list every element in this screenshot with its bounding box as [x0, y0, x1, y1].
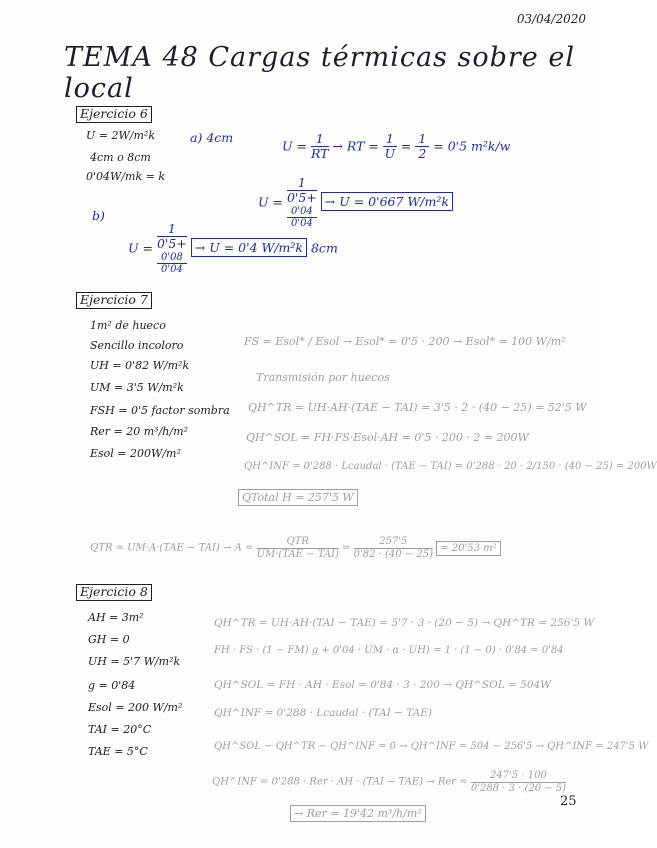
ej8-given: UH = 5'7 W/m²k — [88, 655, 181, 668]
ej7-eq-qsol: QH^SOL = FH·FS·Esol·AH = 0'5 · 200 · 2 = 200W — [246, 431, 529, 444]
ej8-eq-tr: QH^TR = UH·AH·(TAI − TAE) = 5'7 · 3 · (20 − 5) → QH^TR = 256'5 W — [214, 617, 595, 629]
ej7-eq-fs: FS = Esol* / Esol → Esol* = 0'5 · 200 → Esol* = 100 W/m² — [244, 335, 566, 348]
ej8-eq-sol: QH^SOL = FH · AH · Esol = 0'84 · 3 · 200 → QH^SOL = 504W — [214, 679, 552, 691]
ej7-given: UM = 3'5 W/m²k — [90, 381, 184, 394]
ej8-eq-fh: FH · FS · (1 − FM) g + 0'04 · UM · α · UH) = 1 · (1 − 0) · 0'84 = 0'84 — [214, 645, 564, 656]
ej8-given: Esol = 200 W/m² — [88, 701, 183, 714]
ej7-given: FSH = 0'5 factor sombra — [90, 404, 230, 417]
ej8-eq-inf: QH^INF = 0'288 · Lcaudal · (TAI − TAE) — [214, 707, 433, 719]
ej8-given: AH = 3m² — [88, 611, 144, 624]
ej7-given: Sencillo incoloro — [90, 339, 184, 352]
ej7-given: Rer = 20 m³/h/m² — [90, 425, 188, 438]
ej7-given: 1m² de hueco — [90, 319, 166, 332]
ej6-given: 4cm o 8cm — [90, 151, 151, 164]
ej7-header: Ejercicio 7 — [76, 292, 152, 309]
ej8-given: GH = 0 — [88, 633, 130, 646]
ej6-eq3: U = 1 0'5+ 0'08 0'04 → U = 0'4 W/m²k 8cm — [128, 221, 338, 276]
ej8-eq-ren: QH^INF = 0'288 · Rer · AH · (TAI − TAE) → Rer = $\frac{247'5 \cdot 100}{0'288 \cdot 3 \cdot (20 - 5)}$ — [212, 770, 567, 794]
ej8-given: TAE = 5°C — [88, 745, 148, 758]
page-date: 03/04/2020 — [516, 12, 586, 26]
ej8-given: TAI = 20°C — [88, 723, 152, 736]
ej7-eq-area: QTR = UM·A·(TAE − TAI) → A = $\frac{\text{QTR}}{\text{UM·(TAE − TAI)}}$ = $\frac{257'5}{0'82 \cdot (40 - 25)}$ = 20'53 m² — [90, 536, 501, 560]
ej8-eq-bal: QH^SOL − QH^TR − QH^INF = 0 → QH^INF = 504 − 256'5 → QH^INF = 247'5 W — [214, 741, 649, 752]
ej7-eq-trans: Transmisión por huecos — [256, 371, 390, 384]
ej6-a-label: a) 4cm — [190, 130, 234, 145]
ej7-given: Esol = 200W/m² — [90, 447, 181, 460]
ej6-eq1: U = $\frac{1}{RT}$ → RT = $\frac{1}{U}$ = $\frac{1}{2}$ = 0'5 m²k/w — [282, 131, 511, 162]
ej7-eq-qh: QH^TR = UH·AH·(TAE − TAI) = 3'5 · 2 · (40 − 25) = 52'5 W — [248, 401, 587, 414]
ej7-eq-total: QTotal H = 257'5 W — [238, 492, 358, 503]
ej8-given: g = 0'84 — [88, 679, 136, 692]
ej8-header: Ejercicio 8 — [76, 584, 152, 601]
ej8-eq-ren-result: → Rer = 19'42 m³/h/m² — [290, 808, 426, 819]
page-number: 25 — [560, 794, 577, 809]
ej6-given: U = 2W/m²k — [86, 129, 155, 142]
ej7-given: UH = 0'82 W/m²k — [90, 359, 190, 372]
ej6-eq2: U = 1 0'5+ 0'04 0'04 → U = 0'667 W/m²k — [258, 176, 453, 230]
ej7-eq-qinf: QH^INF = 0'288 · Lcaudal · (TAE − TAI) = 0'288 · 20 · 2/150 · (40 − 25) = 200W — [244, 461, 657, 472]
ej6-header: Ejercicio 6 — [76, 106, 152, 123]
page-title: TEMA 48 Cargas térmicas sobre el local — [64, 42, 575, 104]
ej6-given: 0'04W/mk = k — [86, 170, 166, 183]
ej6-b-label: b) — [92, 208, 105, 223]
